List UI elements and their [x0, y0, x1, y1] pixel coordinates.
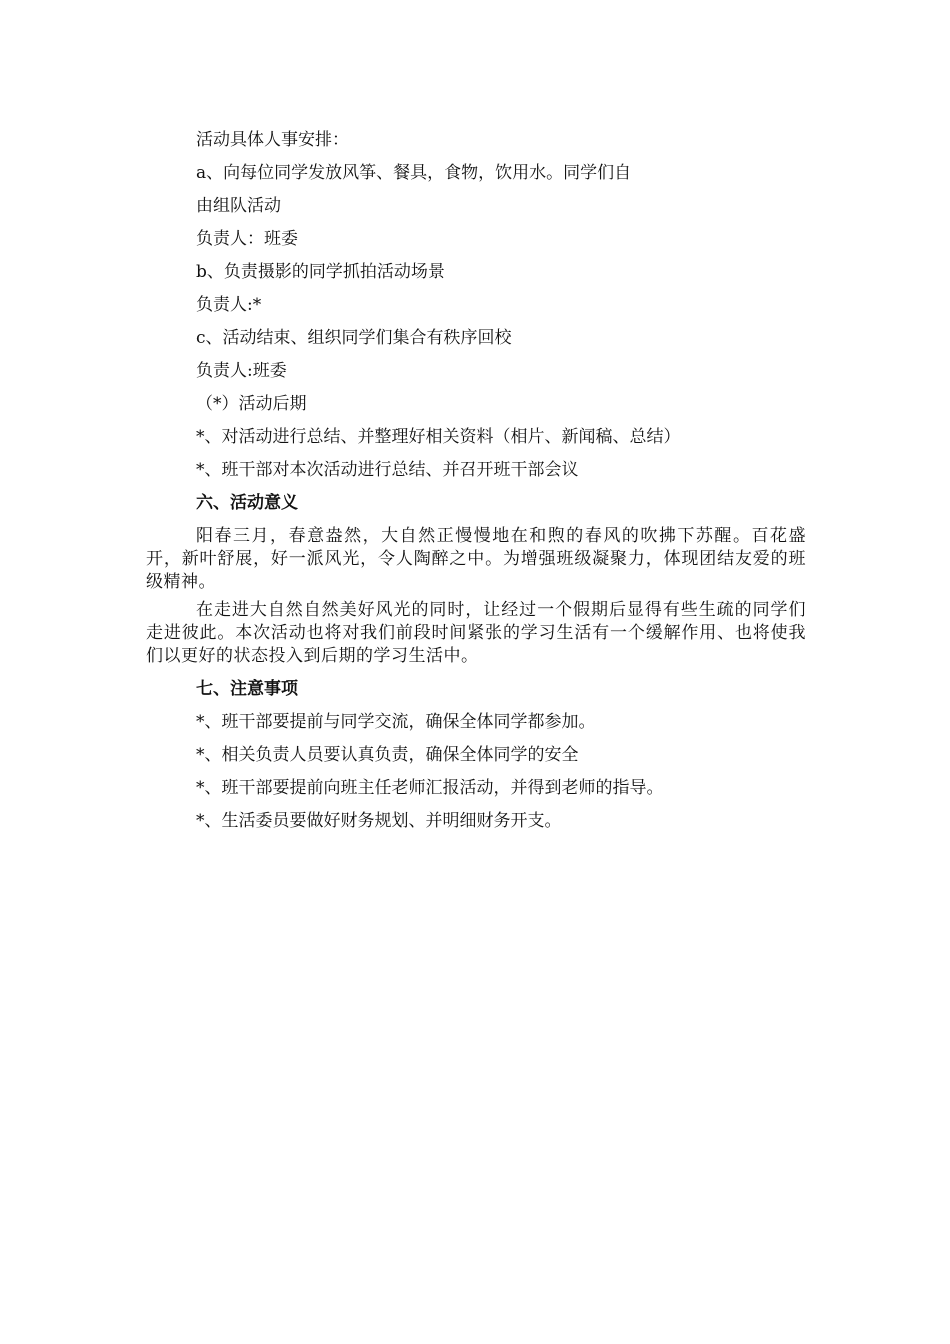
section-6-heading: 六、活动意义 [196, 493, 298, 513]
notice-item-2: *、相关负责人员要认真负责，确保全体同学的安全 [196, 745, 579, 765]
section-6-paragraph-2: 在走进大自然自然美好风光的同时，让经过一个假期后显得有些生疏的同学们走进彼此。本次活动也将对我们前段时间紧张的学习生活有一个缓解作用、也将使我们以更好的状态投入到后期的学习生活中。 [146, 600, 806, 666]
notice-item-4: *、生活委员要做好财务规划、并明细财务开支。 [196, 811, 562, 831]
responsible-person-c: 负责人:班委 [196, 361, 287, 381]
arrangement-title: 活动具体人事安排： [196, 130, 349, 150]
section-6-paragraph-1: 阳春三月，春意盎然，大自然正慢慢地在和煦的春风的吹拂下苏醒。百花盛开，新叶舒展，好一派风光，令人陶醉之中。为增强班级凝聚力，体现团结友爱的班级精神。 [146, 526, 806, 592]
arrangement-item-c: c、活动结束、组织同学们集合有秩序回校 [196, 328, 512, 348]
arrangement-item-b: b、负责摄影的同学抓拍活动场景 [196, 262, 445, 282]
document-body [146, 124, 806, 838]
post-activity-item-2: *、班干部对本次活动进行总结、并召开班干部会议 [196, 460, 579, 480]
responsible-person-b: 负责人:* [196, 295, 262, 315]
responsible-person-a: 负责人：班委 [196, 229, 298, 249]
notice-item-3: *、班干部要提前向班主任老师汇报活动，并得到老师的指导。 [196, 778, 664, 798]
section-7-heading: 七、注意事项 [196, 679, 298, 699]
arrangement-item-a: a、向每位同学发放风筝、餐具，食物，饮用水。同学们自 [196, 163, 632, 183]
post-activity-title: （*）活动后期 [196, 394, 307, 414]
arrangement-item-a-continued: 由组队活动 [196, 196, 281, 216]
notice-item-1: *、班干部要提前与同学交流，确保全体同学都参加。 [196, 712, 596, 732]
post-activity-item-1: *、对活动进行总结、并整理好相关资料（相片、新闻稿、总结） [196, 427, 681, 447]
